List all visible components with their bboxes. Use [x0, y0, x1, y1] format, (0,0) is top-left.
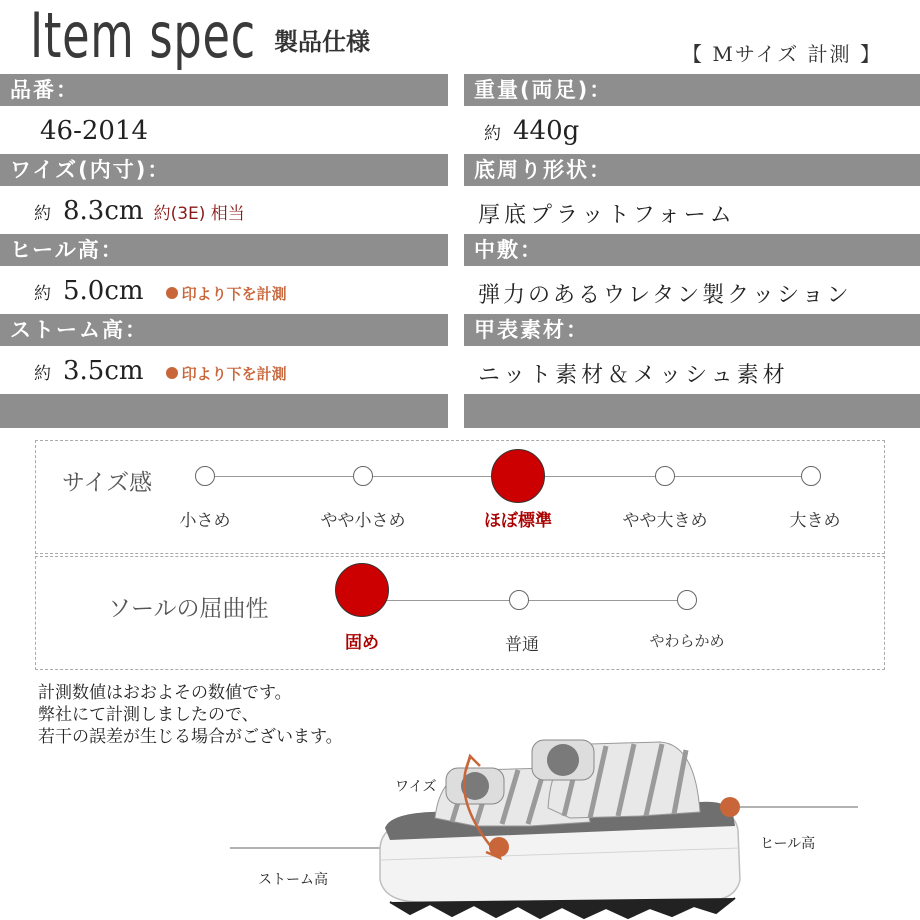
- marker-dot-icon: [166, 287, 178, 299]
- spec-empty-bar-right: [464, 394, 920, 428]
- size-option-slightly-small-label: やや小さめ: [320, 511, 406, 531]
- diagram-heel-label: ヒール高: [760, 836, 816, 852]
- spec-label-item-number: 品番：: [0, 74, 448, 106]
- disclaimer: 計測数値はおおよその数値です。 弊社にて計測しましたので、 若干の誤差が生じる場合がございます。: [38, 683, 343, 747]
- marker-dot-icon: [166, 367, 178, 379]
- page-subtitle: 製品仕様: [274, 28, 370, 56]
- spec-label-sole-shape: 底周り形状：: [464, 154, 920, 186]
- flex-option-normal-label: 普通: [505, 635, 539, 655]
- spec-label-upper-material: 甲表素材：: [464, 314, 920, 346]
- spec-label-width: ワイズ(内寸)：: [0, 154, 448, 186]
- flex-option-soft-label: やわらかめ: [649, 632, 725, 650]
- diagram-storm-label: ストーム高: [258, 872, 328, 888]
- flex-option-firm-label: 固め: [345, 633, 379, 653]
- diagram-width-label: ワイズ: [395, 779, 437, 795]
- size-option-small-marker: [195, 466, 215, 486]
- spec-value-width: 約 8.3cm 約(3E) 相当: [34, 196, 245, 226]
- spec-value-storm-height: 約 3.5cm 印より下を計測: [34, 356, 287, 386]
- size-option-small-label: 小さめ: [179, 511, 231, 531]
- size-option-slightly-small-marker: [353, 466, 373, 486]
- flex-option-normal-marker: [509, 590, 529, 610]
- spec-label-weight: 重量(両足)：: [464, 74, 920, 106]
- flex-option-firm-marker: [335, 563, 389, 617]
- width-note: 約(3E) 相当: [153, 204, 245, 224]
- size-option-standard-label: ほぼ標準: [484, 511, 552, 531]
- size-option-large-marker: [801, 466, 821, 486]
- spec-value-item-number: 46-2014: [40, 116, 149, 146]
- spec-value-weight: 約 440g: [484, 116, 580, 146]
- heel-marker-icon: [720, 797, 740, 817]
- storm-marker-icon: [489, 837, 509, 857]
- spec-value-heel-height: 約 5.0cm 印より下を計測: [34, 276, 287, 306]
- flex-option-soft-marker: [677, 590, 697, 610]
- spec-value-sole-shape: 厚底プラットフォーム: [478, 203, 736, 228]
- size-option-slightly-large-marker: [655, 466, 675, 486]
- size-option-slightly-large-label: やや大きめ: [622, 511, 708, 531]
- sole-flex-label: ソールの屈曲性: [108, 596, 269, 622]
- spec-empty-bar-left: [0, 394, 448, 428]
- sandal-illustration: [230, 730, 870, 920]
- size-option-standard-marker: [491, 449, 545, 503]
- size-feel-box: [35, 440, 885, 554]
- page-title: Item spec: [30, 0, 256, 72]
- size-option-large-label: 大きめ: [789, 511, 841, 531]
- spec-value-upper-material: ニット素材＆メッシュ素材: [478, 363, 789, 388]
- spec-label-heel-height: ヒール高：: [0, 234, 448, 266]
- size-tag: 【 Mサイズ 計測 】: [682, 42, 882, 66]
- storm-note: 印より下を計測: [166, 363, 287, 384]
- spec-label-insole: 中敷：: [464, 234, 920, 266]
- heel-note: 印より下を計測: [166, 283, 287, 304]
- size-feel-label: サイズ感: [62, 470, 153, 496]
- spec-label-storm-height: ストーム高：: [0, 314, 448, 346]
- spec-value-insole: 弾力のあるウレタン製クッション: [478, 283, 852, 308]
